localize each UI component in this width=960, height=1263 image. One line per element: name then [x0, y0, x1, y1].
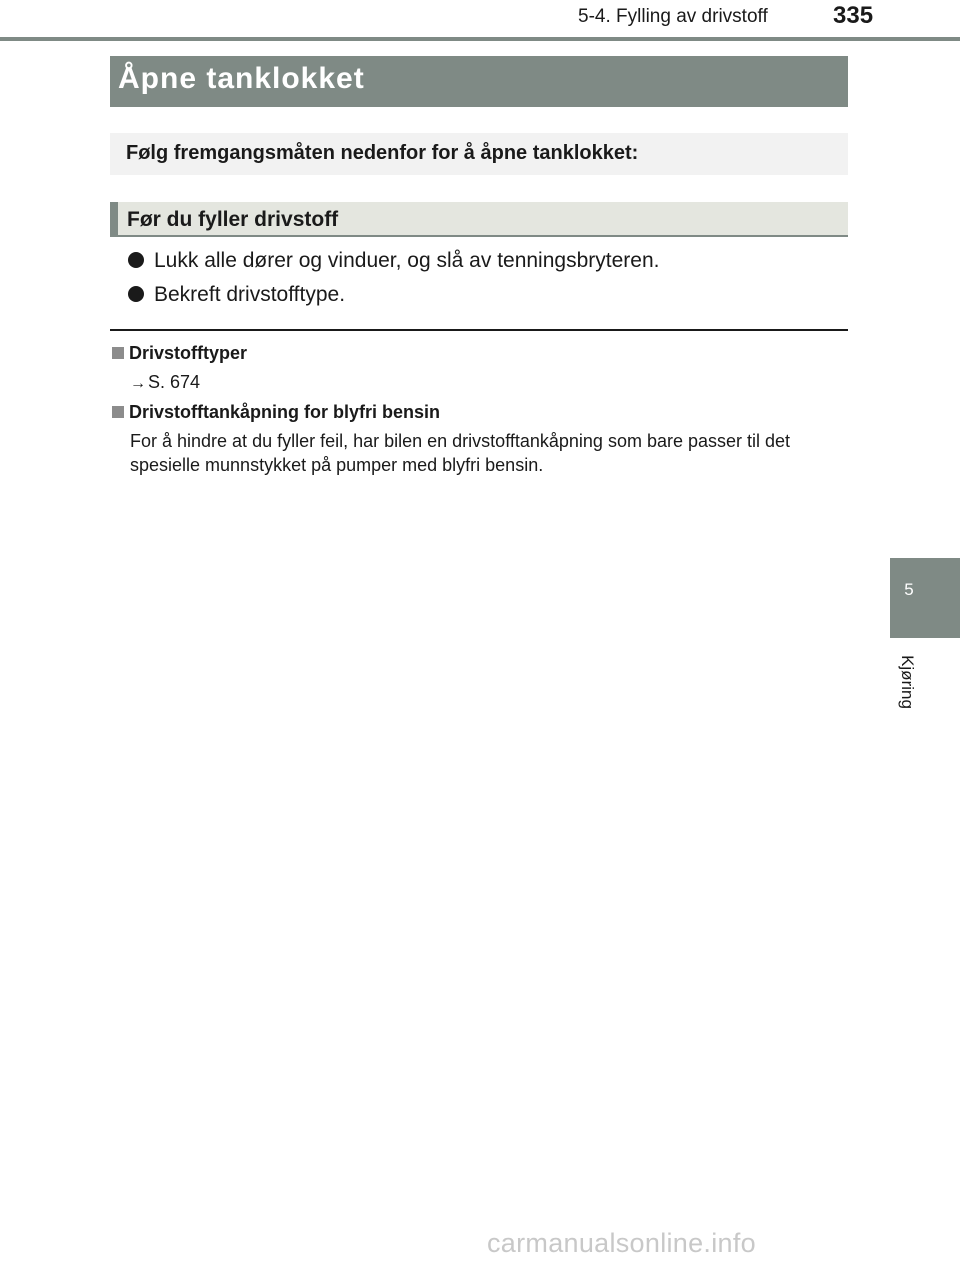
note-heading-text: Drivstofftyper — [129, 343, 248, 363]
subsection-header — [110, 202, 848, 237]
page-reference[interactable] — [130, 370, 846, 396]
chapter-label: Kjøring — [898, 655, 917, 709]
note-heading — [112, 402, 440, 423]
bullet-text: Lukk alle dører og vinduer, og slå av tenningsbryteren. — [154, 249, 660, 272]
arrow-right-icon: → — [130, 375, 146, 392]
section-title: 5-4. Fylling av drivstoff — [578, 6, 768, 27]
subsection-title: Før du fyller drivstoff — [127, 208, 339, 231]
watermark: carmanualsonline.info — [487, 1228, 756, 1258]
page-title: Åpne tanklokket — [118, 62, 365, 95]
bullet-dot-icon — [128, 286, 144, 302]
header-rule — [0, 37, 960, 41]
bullet-text: Bekreft drivstofftype. — [154, 283, 346, 306]
bullet-item — [128, 283, 848, 307]
reference-text: S. 674 — [148, 372, 201, 392]
intro-text: Følg fremgangsmåten nedenfor for å åpne tanklokket: — [126, 142, 639, 164]
section-divider — [110, 329, 848, 331]
note-heading-text: Drivstofftankåpning for blyfri bensin — [129, 402, 441, 422]
square-bullet-icon — [112, 406, 124, 418]
intro-box — [110, 133, 848, 175]
note-body: For å hindre at du fyller feil, har bilen en drivstofftankåpning som bare passer til det spesielle munnstykket på pumper med blyfri bensin. — [130, 431, 791, 475]
page-number: 335 — [833, 2, 874, 29]
title-bar — [110, 56, 848, 107]
bullet-item — [128, 249, 848, 273]
square-bullet-icon — [112, 347, 124, 359]
chapter-tab[interactable] — [890, 558, 960, 638]
note-heading — [112, 343, 247, 364]
chapter-number: 5 — [904, 580, 914, 599]
bullet-dot-icon — [128, 252, 144, 268]
